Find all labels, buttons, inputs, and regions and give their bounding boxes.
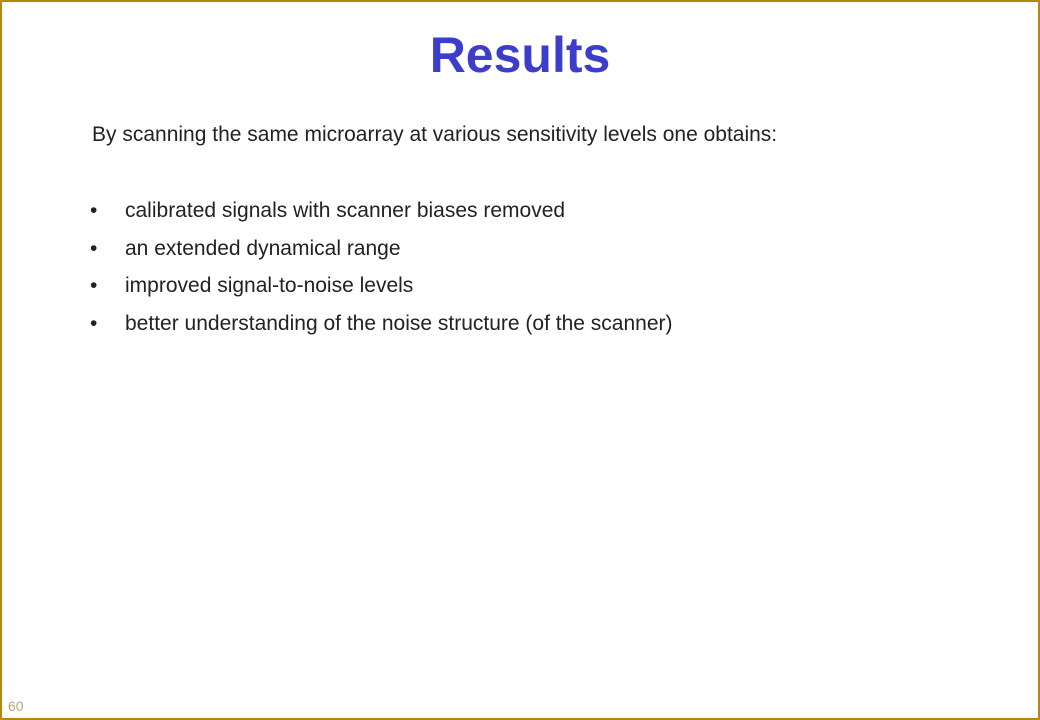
bullet-item: [90, 273, 673, 311]
page-number: 60: [8, 698, 24, 714]
bullet-icon: •: [90, 274, 98, 297]
bullet-text: better understanding of the noise structure (of the scanner): [125, 311, 673, 335]
bullet-icon: •: [90, 236, 98, 260]
bullet-list: [90, 198, 673, 348]
slide-title: Results: [429, 27, 611, 83]
bullet-text: an extended dynamical range: [125, 236, 401, 260]
bullet-text: improved signal-to-noise levels: [125, 274, 414, 297]
bullet-text: calibrated signals with scanner biases removed: [125, 199, 566, 222]
bullet-icon: •: [90, 311, 98, 335]
bullet-item: [90, 198, 673, 236]
bullet-item: [90, 311, 673, 349]
intro-text: By scanning the same microarray at various sensitivity levels one obtains:: [92, 123, 778, 146]
bullet-item: [90, 236, 673, 274]
bullet-icon: •: [90, 199, 98, 222]
